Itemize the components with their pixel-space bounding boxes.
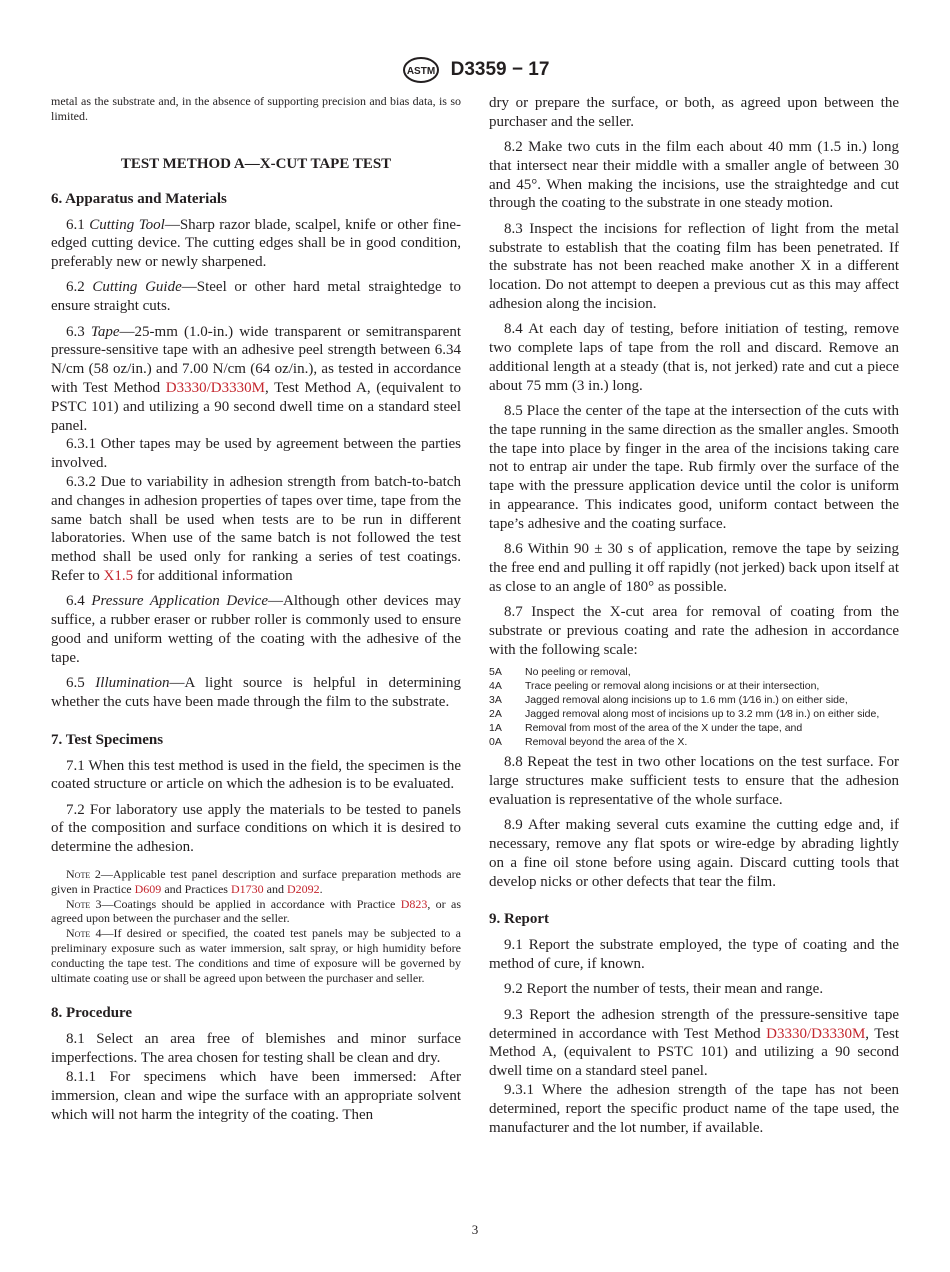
scale-row: 3A Jagged removal along incisions up to 1.6 mm (1⁄16 in.) on either side, [489, 694, 848, 707]
adhesion-scale [489, 665, 899, 749]
para-8-6: 8.6 Within 90 ± 30 s of application, remove the tape by seizing the free end and pulling it off rapidly (not jerked) back upon itself at as close to an angle of 180° as possible. [489, 541, 900, 595]
section-8-heading: 8. Procedure [51, 1005, 133, 1022]
para-6-3: 6.3 Tape—25-mm (1.0-in.) wide transparent or semitransparent pressure-sensitive tape with an adhesive peel strength between 6.34 N/cm (58 oz/in.) and 7.00 N/cm (64 oz/in.), as tested in accordance with Test Method D3330/D3330M, Test Method A, (equivalent to PSTC 101) and utilizing a 90 second dwell time on a standard steel panel. [51, 323, 461, 434]
section-7-heading: 7. Test Specimens [51, 731, 164, 748]
para-8-1-1: 8.1.1 For specimens which have been immersed: After immersion, clean and wipe the surface with an appropriate solvent which will not harm the integrity of the coating. Then [51, 1068, 461, 1123]
left-column [51, 94, 461, 1124]
page-number: 3 [471, 1222, 479, 1237]
para-6-1: 6.1 Cutting Tool—Sharp razor blade, scalpel, knife or other fine-edged cutting device. The cutting edges shall be in good condition, preferably new or newly sharpened. [51, 216, 461, 271]
para-8-7: 8.7 Inspect the X-cut area for removal of coating from the substrate or previous coating and rate the adhesion in accordance with the following scale: [489, 603, 899, 658]
document-designation: D3359 − 17 [450, 59, 550, 80]
para-8-3: 8.3 Inspect the incisions for reflection of light from the metal substrate to establish that the coating film has been penetrated. If the substrate has not been reached make another X in a different location. Do not attempt to deepen a previous cut as this may affect adhesion along the incision. [489, 220, 899, 312]
scale-row: 0A Removal beyond the area of the X. [489, 736, 688, 749]
section-9-heading: 9. Report [489, 911, 549, 928]
link-d2092[interactable]: D2092 [286, 881, 320, 896]
para-9-3: 9.3 Report the adhesion strength of the pressure-sensitive tape determined in accordance with Test Method D3330/D3330M, Test Method A, (equivalent to PSTC 101) and utilizing a 90 second dwell time on a standard steel panel. [489, 1006, 899, 1080]
para-7-1: 7.1 When this test method is used in the field, the specimen is the coated structure or article on which the adhesion is to be evaluated. [51, 757, 461, 793]
link-d3330[interactable]: D3330/D3330M [766, 1025, 866, 1042]
note-4: Note 4—If desired or specified, the coated test panels may be subjected to a preliminary exposure such as water immersion, salt spray, or high humidity before conducting the tape test. The conditions and time of exposure will be governed by ultimate coating use or shall be agreed upon between the purchaser and seller. [51, 926, 461, 985]
link-d609[interactable]: D609 [134, 881, 162, 896]
astm-logo-icon [401, 56, 441, 84]
scale-row: 5A No peeling or removal, [489, 666, 631, 679]
svg-text:ASTM: ASTM [406, 66, 435, 77]
para-8-4: 8.4 At each day of testing, before initiation of testing, remove two complete laps of tape from the roll and discard. Remove an additional length at a steady (that is, not jerked) rate and cut a piece about 75 mm (3 in.) long. [489, 321, 899, 394]
para-6-5: 6.5 Illumination—A light source is helpful in determining whether the cuts have been made through the film to the substrate. [51, 674, 462, 710]
page-header [0, 56, 950, 84]
link-d823[interactable]: D823 [400, 896, 428, 911]
para-8-1-1-cont: dry or prepare the surface, or both, as agreed upon between the purchaser and the seller. [489, 95, 899, 130]
scale-row: 2A Jagged removal along most of incisions up to 3.2 mm (1⁄8 in.) on either side, [489, 708, 880, 721]
para-8-9: 8.9 After making several cuts examine the cutting edge and, if necessary, remove any flat spots or wire-edge by abrading lightly on a fine oil stone before using again. Discard cutting tools that develop nicks or other defects that tear the film. [489, 817, 899, 890]
link-x1-5[interactable]: X1.5 [103, 567, 134, 584]
scale-row: 4A Trace peeling or removal along incisions or at their intersection, [489, 680, 820, 693]
para-9-3-1: 9.3.1 Where the adhesion strength of the tape has not been determined, report the specific product name of the tape used, the manufacturer and the lot number, if available. [489, 1081, 899, 1136]
link-d1730[interactable]: D1730 [230, 881, 264, 896]
para-8-2: 8.2 Make two cuts in the film each about 40 mm (1.5 in.) long that intersect near their middle with a smaller angle of between 30 and 45°. When making the incisions, use the straightedge and cut through the coating to the substrate in one steady motion. [489, 139, 899, 212]
para-6-3-1: 6.3.1 Other tapes may be used by agreement between the parties involved. [51, 436, 461, 472]
method-title: TEST METHOD A—X-CUT TAPE TEST [120, 155, 392, 172]
para-6-4: 6.4 Pressure Application Device—Although other devices may suffice, a rubber eraser or rubber roller is commonly used to ensure good and uniform wetting of the coating with the adhesive of the tape. [51, 593, 461, 666]
para-6-2: 6.2 Cutting Guide—Steel or other hard metal straightedge to ensure straight cuts. [51, 279, 462, 315]
para-6-3-2: 6.3.2 Due to variability in adhesion strength from batch-to-batch and changes in adhesion properties of tapes over time, tape from the same batch shall be used when tests are to be run in different laboratories. When use of the same batch is not followed the test method shall be used only for ranking a series of test coatings. Refer to X1.5 for additional information [51, 473, 461, 584]
para-9-1: 9.1 Report the substrate employed, the type of coating and the method of cure, if known. [489, 937, 899, 973]
para-7-2: 7.2 For laboratory use apply the materials to be tested to panels of the composition and surface conditions on which it is desired to determine the adhesion. [51, 801, 461, 856]
right-column [489, 94, 899, 1137]
note-3: Note 3—Coatings should be applied in accordance with Practice D823, or as agreed upon between the purchaser and the seller. [51, 896, 461, 926]
para-8-5: 8.5 Place the center of the tape at the intersection of the cuts with the tape running in the same direction as the smaller angles. Smooth the tape into place by finger in the area of the incisions taking care not to entrap air under the tape. Rub firmly over the surface of the tape with the pressure application device until the color is uniform in appearance. This indicates good, uniform contact between the tape’s adhesive and the coating surface. [489, 402, 899, 532]
link-d3330[interactable]: D3330/D3330M [165, 379, 265, 396]
para-8-1: 8.1 Select an area free of blemishes and minor surface imperfections. The area chosen for testing shall be clean and dry. [51, 1031, 461, 1067]
intro-text: metal as the substrate and, in the absence of supporting precision and bias data, is so limited. [51, 94, 461, 123]
para-8-8: 8.8 Repeat the test in two other locations on the test surface. For large structures make sufficient tests to ensure that the adhesion evaluation is representative of the whole surface. [489, 754, 899, 808]
note-2: Note 2—Applicable test panel description and surface preparation methods are given in Practice D609 and Practices D1730 and D2092. [51, 867, 461, 896]
scale-row: 1A Removal from most of the area of the X under the tape, and [489, 722, 803, 735]
section-6-heading: 6. Apparatus and Materials [51, 190, 227, 207]
para-9-2: 9.2 Report the number of tests, their mean and range. [504, 981, 824, 998]
